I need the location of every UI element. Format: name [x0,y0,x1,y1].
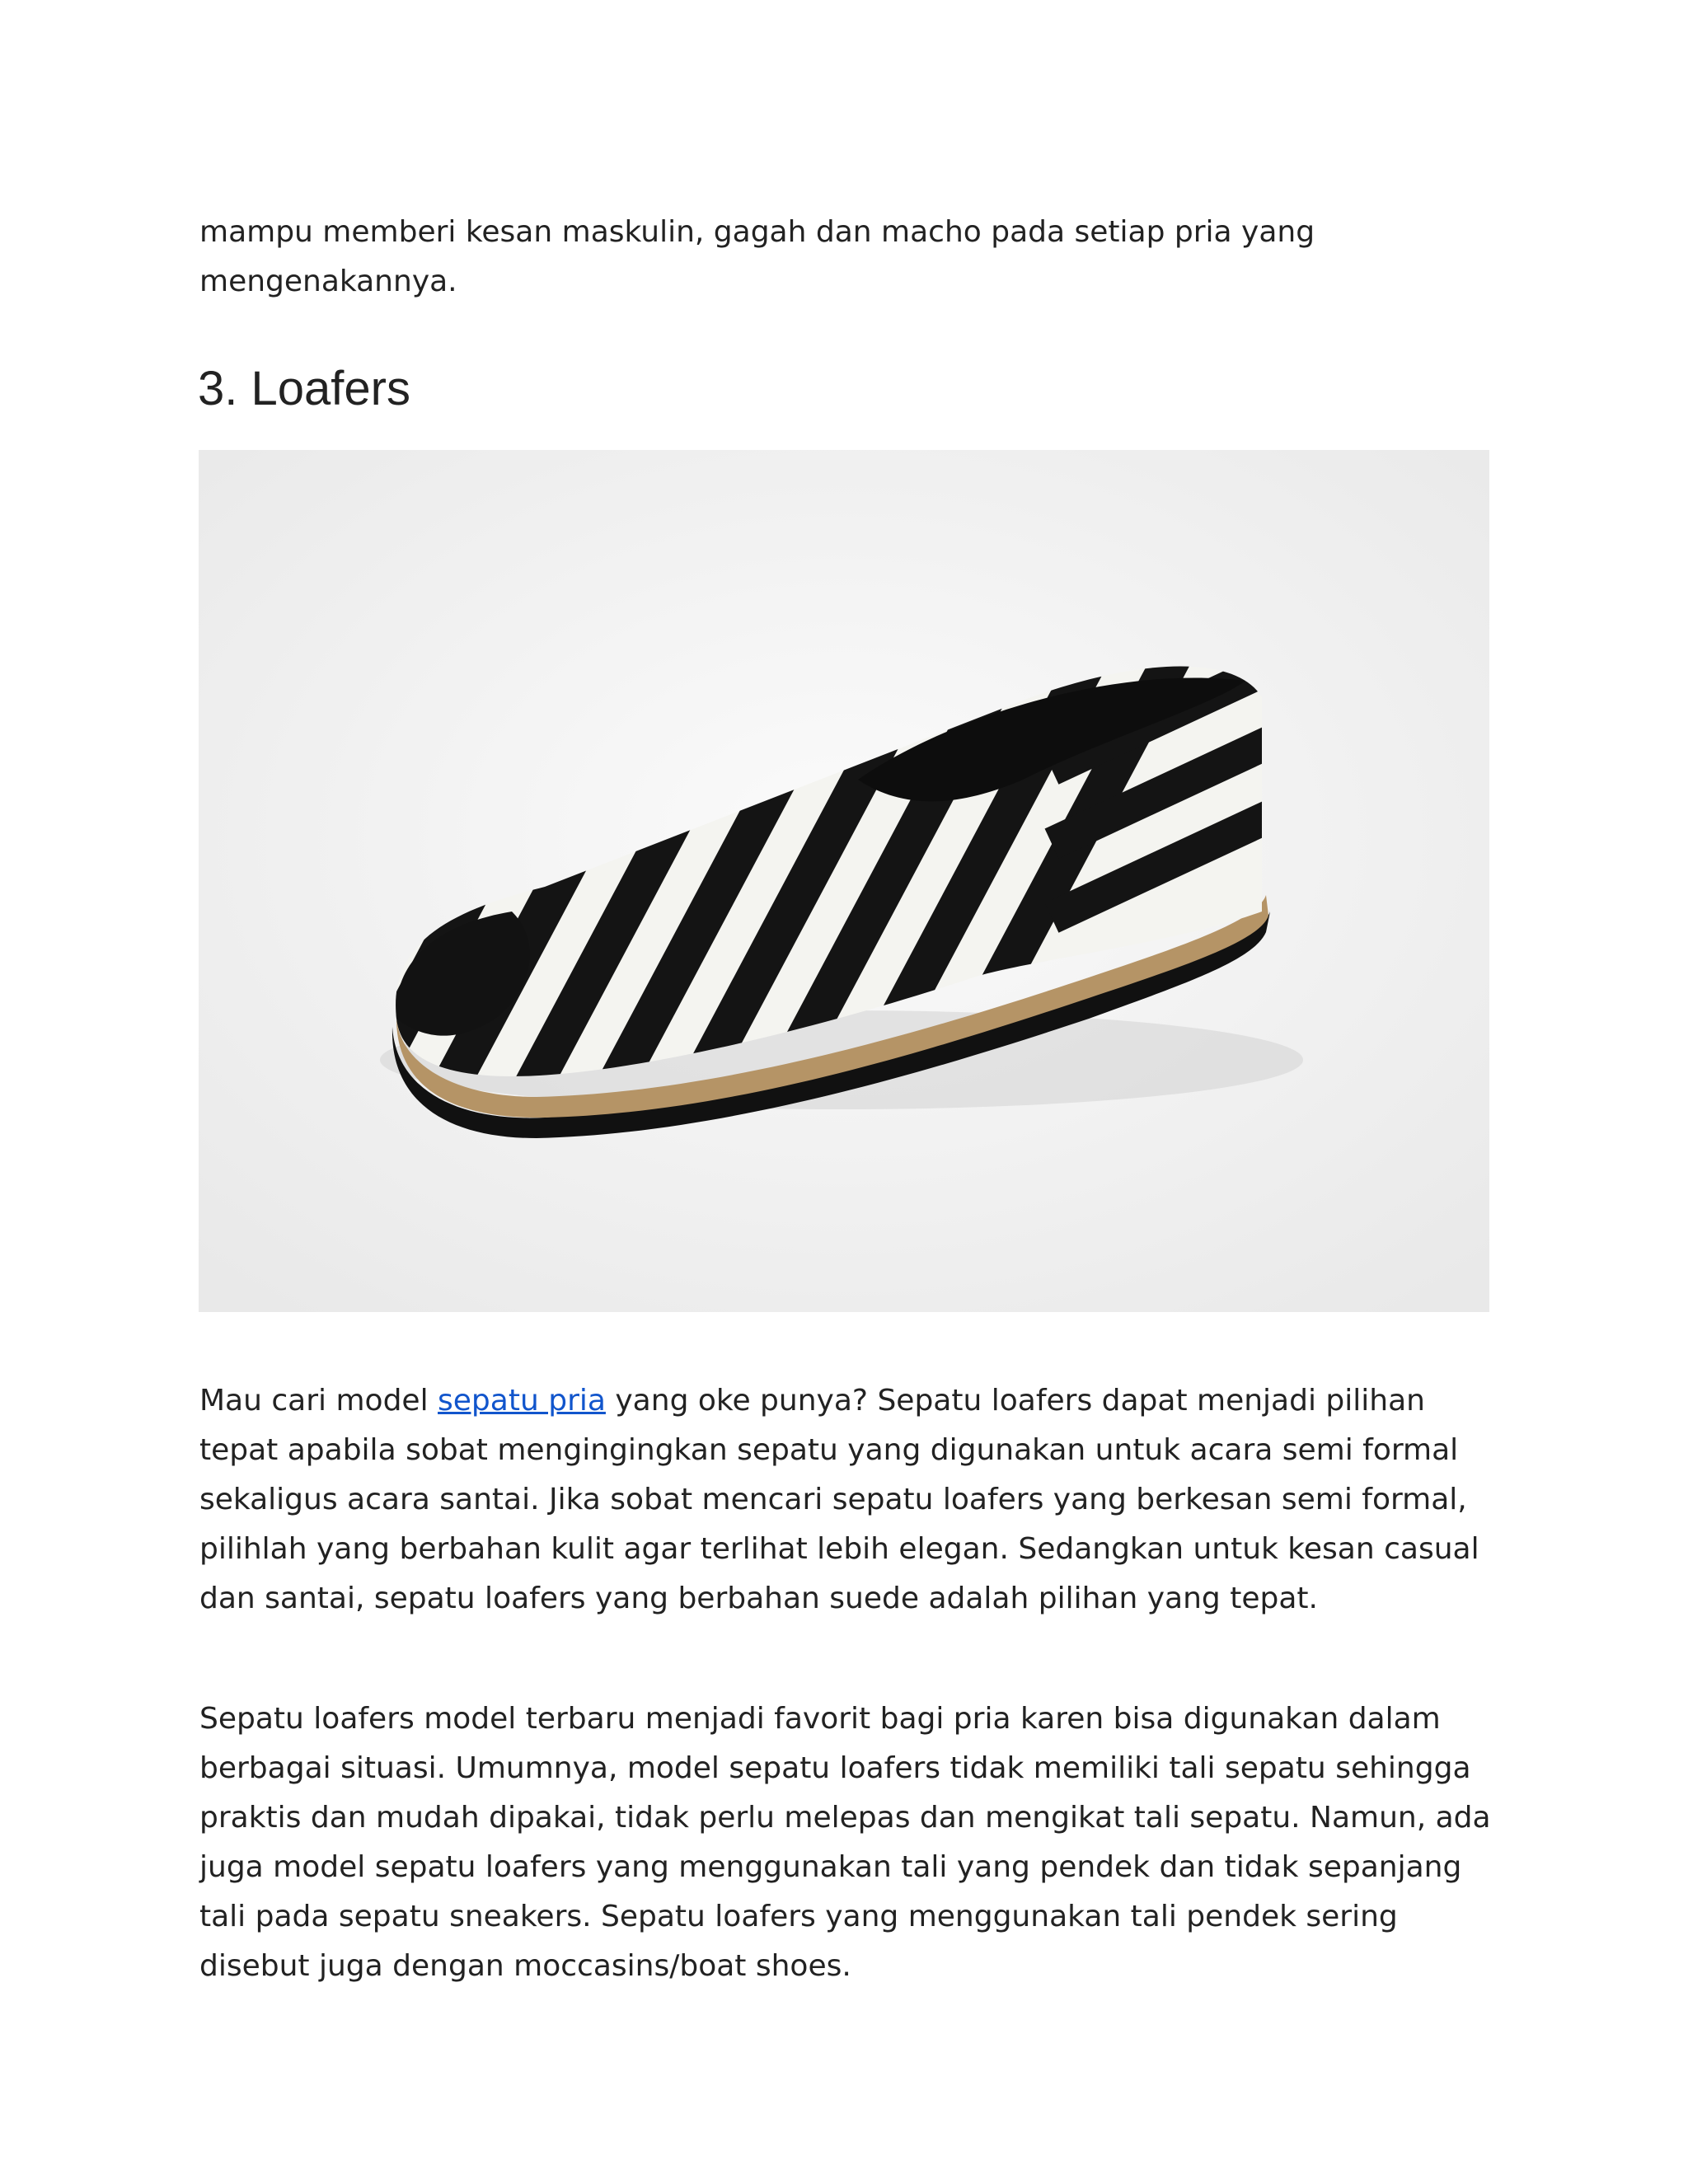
paragraph-1-body: yang oke punya? Sepatu loafers dapat menjadi pilihan tepat apabila sobat mengingingkan sepatu yang digunakan untuk acara semi formal sekaligus acara santai. Jika sobat mencari sepatu loafers yang berkesan semi formal, pilihlah yang berbahan kulit agar terlihat lebih elegan. Sedangkan untuk kesan casual dan santai, sepatu loafers yang berbahan suede adalah pilihan yang tepat. [199,1384,1479,1615]
paragraph-1 [199,1376,1502,1624]
paragraph-1-lead: Mau cari model [199,1384,438,1418]
sepatu-pria-link[interactable]: sepatu pria [438,1384,606,1418]
loafer-shoe-image [199,450,1489,1312]
paragraph-2: Sepatu loafers model terbaru menjadi favorit bagi pria karen bisa digunakan dalam berbagai situasi. Umumnya, model sepatu loafers tidak memiliki tali sepatu sehingga praktis dan mudah dipakai, tidak perlu melepas dan mengikat tali sepatu. Namun, ada juga model sepatu loafers yang menggunakan tali yang pendek dan tidak sepanjang tali pada sepatu sneakers. Sepatu loafers yang menggunakan tali pendek sering disebut juga dengan moccasins/boat shoes. [199,1702,1491,1983]
section-heading: 3. Loafers [198,362,410,415]
intro-paragraph: mampu memberi kesan maskulin, gagah dan macho pada setiap pria yang mengenakannya. [199,215,1315,298]
striped-loafer-illustration [199,450,1489,1312]
